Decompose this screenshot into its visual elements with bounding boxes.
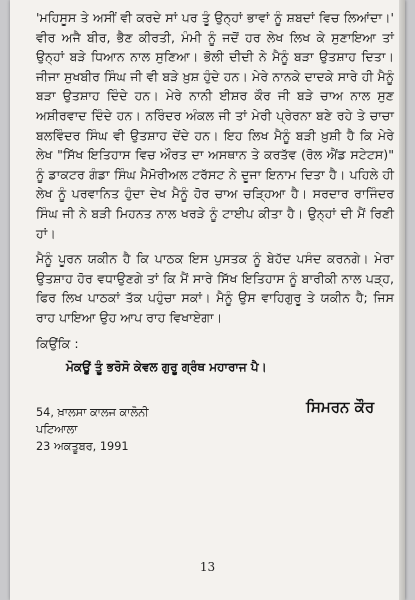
paragraph-2: ਮੈਨੂੰ ਪੂਰਨ ਯਕੀਨ ਹੈ ਕਿ ਪਾਠਕ ਇਸ ਪੁਸਤਕ ਨੂੰ ਬੇਹੱਦ ਪਸੰਦ ਕਰਨਗੇ। ਮੇਰਾ ਉਤਸ਼ਾਹ ਹੋਰ ਵਧਾਉਣਗੇ ਤਾਂ ਕਿ ਮੈਂ ਸਾਰੇ ਸਿੱਖ ਇਤਿਹਾਸ ਨੂੰ ਬਾਰੀਕੀ ਨਾਲ ਪੜ੍ਹ, ਫਿਰ ਲਿਖ ਪਾਠਕਾਂ ਤੱਕ ਪਹੁੰਚਾ ਸਕਾਂ। ਮੈਨੂੰ ਉਸ ਵਾਹਿਗੁਰੂ ਤੇ ਯਕੀਨ ਹੈ; ਜਿਸ ਰਾਹ ਪਾਇਆ ਉਹ ਆਪ ਰਾਹ ਵਿਖਾਏਗਾ।	[36, 251, 394, 325]
paragraph-1: 'ਮਹਿਸੂਸ ਤੇ ਅਸੀਂ ਵੀ ਕਰਦੇ ਸਾਂ ਪਰ ਤੂੰ ਉਨ੍ਹਾਂ ਭਾਵਾਂ ਨੂੰ ਸ਼ਬਦਾਂ ਵਿਚ ਲਿਆਂਦਾ।' ਵੀਰ ਅਜੈ ਬੀਰ, ਭੈਣ ਕੀਰਤੀ, ਮੰਮੀ ਨੂੰ ਜਦੋਂ ਹਰ ਲੇਖ ਲਿਖ ਕੇ ਸੁਣਾਇਆ ਤਾਂ ਉਨ੍ਹਾਂ ਬੜੇ ਧਿਆਨ ਨਾਲ ਸੁਣਿਆ। ਭੋਲੀ ਦੀਦੀ ਨੇ ਮੈਨੂੰ ਬੜਾ ਉਤਸ਼ਾਹ ਦਿਤਾ। ਜੀਜਾ ਸੁਖਬੀਰ ਸਿੰਘ ਜੀ ਵੀ ਬੜੇ ਖ਼ੁਸ਼ ਹੁੰਦੇ ਹਨ। ਮੇਰੇ ਨਾਨਕੇ ਦਾਦਕੇ ਸਾਰੇ ਹੀ ਮੈਨੂੰ ਬੜਾ ਉਤਸ਼ਾਹ ਦਿੰਦੇ ਹਨ। ਮੇਰੇ ਨਾਨੀ ਈਸ਼ਰ ਕੌਰ ਜੀ ਬੜੇ ਚਾਅ ਨਾਲ ਸੁਣ ਅਸ਼ੀਰਵਾਦ ਦਿੰਦੇ ਹਨ। ਨਰਿੰਦਰ ਅੰਕਲ ਜੀ ਤਾਂ ਮੇਰੀ ਪ੍ਰੇਰਨਾ ਬਣੇ ਰਹੇ ਤੇ ਚਾਚਾ ਬਲਵਿੰਦਰ ਸਿੰਘ ਵੀ ਉਤਸ਼ਾਹ ਦੇਂਦੇ ਹਨ। ਇਹ ਲਿਖ ਮੈਨੂੰ ਬੜੀ ਖ਼ੁਸ਼ੀ ਹੈ ਕਿ ਮੇਰੇ ਲੇਖ "ਸਿੱਖ ਇਤਿਹਾਸ ਵਿਚ ਔਰਤ ਦਾ ਅਸਥਾਨ ਤੇ ਕਰਤੱਵ (ਰੋਲ ਐਂਡ ਸਟੇਟਸ)" ਨੂੰ ਡਾਕਟਰ ਗੰਡਾ ਸਿੰਘ ਮੈਮੋਰੀਅਲ ਟਰੱਸਟ ਨੇ ਦੂਜਾ ਇਨਾਮ ਦਿਤਾ ਹੈ। ਪਹਿਲੇ ਹੀ ਲੇਖ ਨੂੰ ਪਰਵਾਨਿਤ ਹੁੰਦਾ ਦੇਖ ਮੈਨੂੰ ਹੋਰ ਚਾਅ ਚੜ੍ਹਿਆ ਹੈ। ਸਰਦਾਰ ਰਾਜਿੰਦਰ ਸਿੰਘ ਜੀ ਨੇ ਬੜੀ ਮਿਹਨਤ ਨਾਲ ਖਰੜੇ ਨੂੰ ਟਾਈਪ ਕੀਤਾ ਹੈ। ਉਨ੍ਹਾਂ ਦੀ ਮੈਂ ਰਿਣੀ ਹਾਂ।	[36, 10, 394, 241]
page-number: 13	[199, 560, 216, 574]
book-page	[10, 0, 405, 600]
closing-word: ਕਿਉਂਕਿ :	[36, 336, 79, 351]
address-line-1: 54, ਖ਼ਾਲਸਾ ਕਾਲਜ ਕਾਲੋਨੀ	[36, 406, 149, 419]
quote-line: ਮੋਕਊਂ ਤੂੰ ਭਰੋਸੋ ਕੇਵਲ ਗੁਰੂ ਗ੍ਰੰਥ ਮਹਾਰਾਜ ਪੈ।	[66, 360, 267, 374]
date-line: 23 ਅਕਤੂਬਰ, 1991	[36, 440, 129, 453]
author-signature: ਸਿਮਰਨ ਕੌਰ	[306, 398, 375, 416]
address-block	[36, 404, 149, 455]
address-line-2: ਪਟਿਆਲਾ	[36, 423, 78, 436]
page-edge	[399, 0, 405, 600]
body-text	[36, 8, 394, 328]
